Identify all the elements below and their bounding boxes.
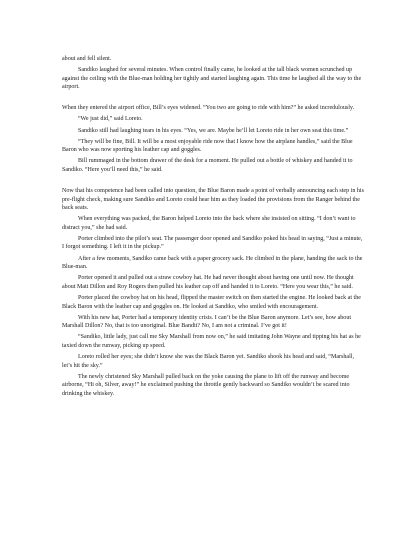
paragraph-4: “We just did,” said Loreto. — [78, 116, 143, 123]
paragraph-9: When everything was packed, the Baron helped Loreto into the back where she insisted on sitting. “I don’t want to distract you,” she had said. — [62, 216, 356, 231]
paragraph-16: Loreto rolled her eyes; she didn’t know she was the Black Baron yet. Sandiko shook his head and said, “Marshall, let’s hit the sky.” — [62, 354, 354, 369]
paragraph-12: Porter opened it and pulled out a straw cowboy hat. He had never thought about having one until now. He thought about Matt Dillon and Roy Rogers then pulled his leather cap off and handed it to Loreto. “Here you wear this,” he said. — [62, 275, 354, 290]
paragraph-7: Bill rummaged in the bottom drawer of the desk for a moment. He pulled out a bottle of whiskey and handed it to Sandiko. “Here you’ll need this,” he said. — [62, 158, 353, 173]
paragraph-17: The newly christened Sky Marshall pulled back on the yoke causing the plane to lift off the runway and become airborne, “Hi oh, Silver, away!” he exclaimed pushing the throttle gently backward so Sandiko wouldn’t be scared into drinking the whiskey. — [62, 373, 350, 397]
paragraph-11: After a few moments, Sandiko came back with a paper grocery sack. He climbed in the plane, handing the sack to the Blue-man. — [62, 255, 363, 271]
paragraph-3: When they entered the airport office, Bill’s eyes widened. “You two are going to ride with him?” he asked incredulously. — [62, 105, 355, 112]
paragraph-8: Now that his competence had been called into question, the Blue Baron made a point of verbally announcing each step in his pre-flight check, making sure Sandiko and Loreto could hear him as they loaded the provisions from the Ranger behind the back seats. — [62, 187, 364, 212]
document-page — [62, 55, 364, 401]
paragraph-6: “They will be fine, Bill. It will be a most enjoyable ride now that I know how the airplane handles,” said the Blue Baron who was now sporting his leather cap and goggles. — [62, 138, 353, 154]
paragraph-1: about and fell silent. — [62, 56, 112, 62]
paragraph-13: Porter placed the cowboy hat on his head, flipped the master switch on then started the engine. He looked back at the Black Baron with the leather cap and goggles on. He looked at Sandiko, who smiled with encouragement. — [62, 294, 361, 310]
paragraph-2: Sandiko laughed for several minutes. When control finally came, he looked at the tall black women scrunched up against the ceiling with the Blue-man holding her tightly and started laughing again. This time he laughed all the way to the airport. — [62, 67, 362, 91]
paragraph-14: With his new hat, Porter had a temporary identity crisis. I can’t be the Blue Baron anymore. Let’s see, how about Marshall Dillon? No, that is too unoriginal. Blue Bandit? No, I am not a criminal. I’ve got it! — [62, 314, 352, 330]
paragraph-5: Sandiko still had laughing tears in his eyes. “Yes, we are. Maybe he’ll let Loreto ride in her own seat this time.” — [78, 127, 349, 134]
paragraph-10: Porter climbed into the pilot’s seat. The passenger door opened and Sandiko poked his head in saying, “Just a minute, I forgot something. I left it in the pickup.” — [62, 235, 363, 251]
paragraph-15: “Sandiko, little lady, just call me Sky Marshall from now on,” he said imitating John Wayne and tipping his hat as he taxied down the runway, picking up speed. — [62, 334, 361, 349]
